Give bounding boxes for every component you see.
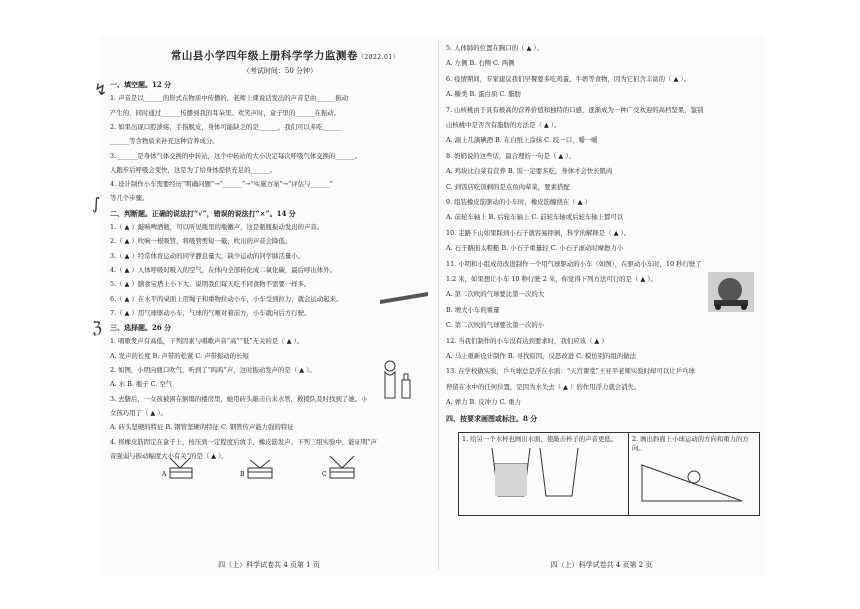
page-2-footer: 四（上）科学试卷共 4 页第 2 页: [550, 561, 653, 569]
question-line: A. 砖头坚硬的特征 B. 钢管坚硬的特征 C. 钢管传声能力强的特征: [110, 423, 294, 432]
two-cups-figure: [462, 444, 622, 500]
question-line: 3. ______是身体气体交换的中转站，这个中转站的大小决定每次呼吸气体交换的______。: [110, 151, 361, 160]
question-line: 10. 走路下山如果踩到小石子就容易摔倒，科学的解释是（ ▲ ）。: [446, 228, 631, 237]
question-line: 产生的，同时通过______传播到我的耳朵里。欢笑声时，盒子里的______在振动。: [110, 108, 341, 117]
slope-ball-figure: [632, 453, 752, 505]
question-line: A. 石子路面太粗糙 B. 小石子重量轻 C. 小石子滚动时摩擦力小: [446, 244, 624, 253]
question-line: 12. 当我们制作的小车没有达到要求时，我们应该（ ▲ ）: [446, 336, 608, 345]
exam-time-note: （考试时间：50 分钟）: [242, 67, 318, 75]
page-1-footer: 四（上）科学试卷共 4 页第 1 页: [218, 561, 320, 569]
question-line: A. 第二次吹的气球要比第一次的大: [446, 290, 545, 299]
exam-page-1: [92, 36, 438, 576]
question-line: A. 前轮车轴上 B. 后轮车轴上 C. 前轮车轴或后轮车轴上都可以: [446, 213, 624, 222]
figure-label-c: C: [322, 471, 327, 478]
handwritten-mark-1: ↯: [94, 80, 108, 99]
question-line: A. 滴上几滴碘酒 B. 在白纸上涂抹 C. 咬一口，嚼一嚼: [446, 136, 598, 145]
rubber-band-figures: [160, 450, 400, 486]
question-line: 7.（ ▲ ）用气球驱动小车，气球的气喉对着前方，小车就向后方行驶。: [110, 308, 311, 317]
question-line: 1.（ ▲ ）敲响啤酒瓶，可以听见瓶里的瓶嫩声，这是瓶瓶振动发出的声音。: [110, 223, 324, 231]
handwritten-mark-2: ∫: [92, 194, 101, 213]
question-line: 等几个步骤。: [110, 194, 149, 203]
question-line: A. 弹力 B. 反冲力 C. 重力: [446, 398, 521, 407]
question-line: 2.（ ▲ ）吹响一根吸管，将吸管剪短一截，吹出的声音会降低。: [110, 237, 292, 246]
question-line: 3. 去膳后，一女孩被困在倒塌的楼房里，她用砖头敲击自来水管，救援队及时找到了她。小: [110, 394, 368, 403]
exam-sheet: [92, 36, 765, 576]
question-line: 4.（ ▲ ）人体呼吸时吸入的空气，在体内全部转化成二氧化碳，最后呼出体外。: [110, 265, 336, 274]
question-line: C. 第二次吹的气球要比第一次的小: [446, 321, 545, 330]
balloon-car-photo: [708, 272, 754, 312]
question-line: 1.2 米，如果想让小车 10 秒行驶 2 米，你觉得下列方法可行的是（ ▲ ）。: [446, 275, 657, 283]
question-line: 停留在水中的任何位置，是因为水失去（ ▲ ）的作用浮力就会消失。: [446, 382, 641, 391]
question-line: 9. 组装橡皮筋驱动的小车时，橡皮筋缠绕在（ ▲ ）: [446, 198, 591, 206]
handwritten-mark-3: ℨ: [92, 318, 102, 337]
section-heading: 四、按要求画图或标注。8 分: [446, 413, 538, 423]
section-heading: 二、判断题。正确的说法打“√”，错误的说法打“×”。14 分: [110, 208, 296, 218]
question-line: A. 鸡块比白菜有营养 B. 饭一定要多吃，身体才会快长肌肉: [446, 167, 613, 176]
drawing-task-table: [458, 432, 760, 516]
question-line: A. 糖类 B. 蛋白质 C. 脂肪: [446, 90, 521, 99]
question-line: B. 增大小车的重量: [446, 305, 500, 314]
question-line: 人跑步后呼吸会变快，这是为了给身体提供充足的______。: [110, 165, 277, 174]
question-line: 2. 如果出现口腔溃疡，手指脱皮，身体可能缺乏的是______，我们可以多吃______: [110, 122, 342, 131]
question-line: 音强弱与振动幅度大小有关”的是（ ▲ ）。: [110, 451, 228, 460]
question-line: 11. 小明和小组成员改进制作一个用气球驱动的小车（如图），在驱动小车时，10 秒行驶了: [446, 259, 702, 268]
question-line: A. 左侧 B. 右侧 C. 两侧: [446, 59, 515, 68]
question-line: ______等含物质来补充这种营养成分。: [110, 137, 219, 146]
question-line: A. 发声的长度 B. 声带的松紧 C. 声带振动的长短: [110, 351, 249, 360]
question-line: 8. 奶奶说的这些话，最合理的一句是（ ▲ ）。: [446, 151, 575, 160]
question-line: 4. 将橡皮筋固定在盒子上，按压到一定程度后放手，橡皮筋发声。下列三组实验中，能证明“声: [110, 437, 378, 446]
question-line: 2. 如图，小明向瓶口吹气，听到了“呜呜”声，这时振动发声的是（ ▲ ）。: [110, 366, 316, 374]
drawing-task-2: [629, 433, 759, 515]
drawing-task-2-text: 2. 画出斜面上小球运动的方向和重力的方向。: [632, 435, 749, 452]
drawing-task-1: [459, 433, 629, 515]
question-line: 1. 声音是以______的形式在物质中传播的，老师上课说话发出的声音是由______振动: [110, 94, 349, 103]
drawing-task-1-text: 1. 给另一个水杯也画出水面，使敲击杯子的声音更低。: [462, 435, 618, 443]
question-line: 山核桃中是否含有脂肪的方法是（ ▲ ）。: [446, 121, 561, 129]
figure-label-a: A: [162, 471, 167, 478]
section-heading: 三、选择题。26 分: [110, 323, 172, 333]
question-line: C. 到饭店吃饭剩的是点鱼肉荤菜，要素搭配: [446, 182, 570, 191]
bottle-figure: [380, 358, 420, 404]
question-line: 4. 设计制作小车需要经历“明确问题”→“______”→“实施方案”→“评估与______”: [110, 180, 333, 189]
title-text: 常山县小学四年级上册科学学力监测卷: [170, 50, 358, 62]
title-date: （2022.01）: [357, 54, 400, 61]
question-line: 7. 山核桃由于具有极高的营养价值和独特的口感，逐渐成为一种广受欢迎的高档坚果，鉴别: [446, 105, 704, 114]
question-line: 1. 唱歌发声有高低，下列因素与唱歌声音“高”“低”无关的是（ ▲ ）。: [110, 337, 304, 346]
question-line: A. 马上重新设计制作 B. 寻找原因，反思改进 C. 模仿别的组的做法: [446, 352, 636, 360]
question-line: 5. 人体肺的位置在胸口的（ ▲ ）。: [446, 44, 543, 52]
exam-title: [140, 48, 430, 63]
question-line: 13. 在学校做实验，乒乓球总是浮在水面：“天宫课堂”王亚平老师实验时却可以让乒乓球: [446, 367, 695, 376]
question-line: 女孩巧用了（ ▲ ）。: [110, 408, 167, 417]
question-line: 3.（ ▲ ）经常体育运动的同学静息量大，缺少运动的同学肺活量小。: [110, 251, 305, 260]
question-line: 6. 疫情期间，专家建议我们早餐要多吃鸡蛋、牛奶等食物，因为它们含丰富的（ ▲ ）。: [446, 74, 690, 83]
question-line: 5.（ ▲ ）膳食宝塔上小下大，说明我们每天吃不同食物不需要一样多。: [110, 280, 311, 289]
question-line: A. 水 B. 瓶子 C. 空气: [110, 380, 173, 389]
figure-label-b: B: [240, 471, 245, 478]
question-line: 6.（ ▲ ）在水平的桌面上用绳子和重物拉动小车，小车受到拉力，就会运动起来。: [110, 294, 343, 303]
balloon-car-strip-figure: [378, 290, 430, 304]
section-heading: 一、填空题。12 分: [110, 80, 172, 89]
